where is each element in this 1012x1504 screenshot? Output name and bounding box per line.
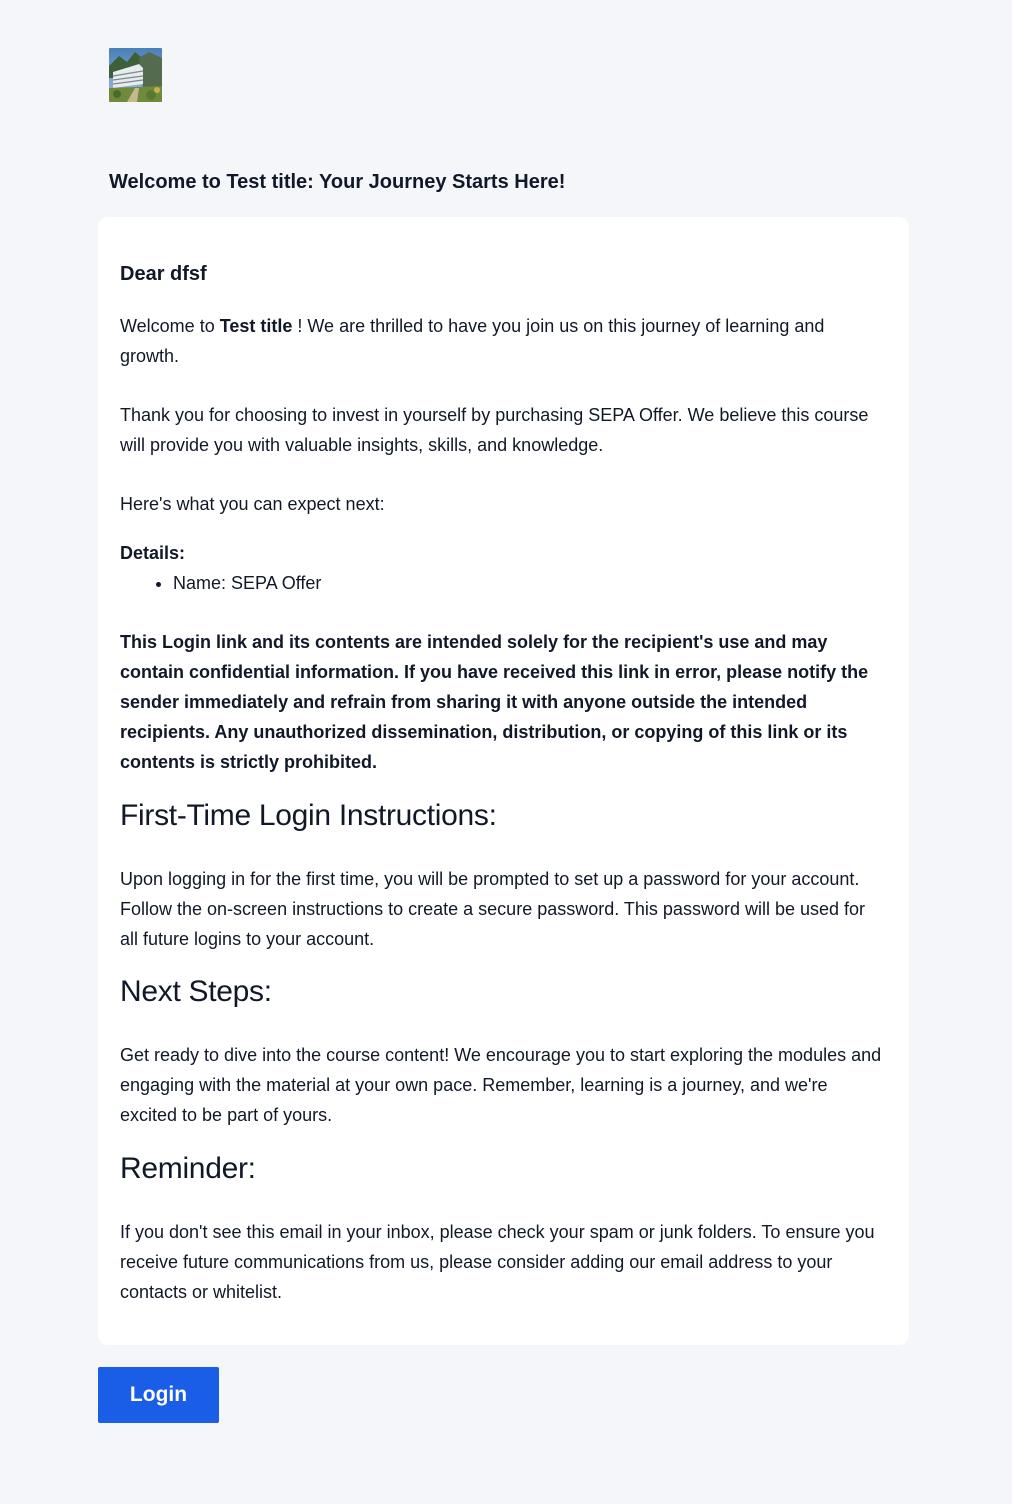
section-heading-reminder: Reminder: — [120, 1152, 256, 1185]
page-title: Welcome to Test title: Your Journey Starts Here! — [109, 171, 566, 193]
expect-next-paragraph: Here's what you can expect next: — [120, 494, 385, 514]
login-button[interactable]: Login — [98, 1367, 219, 1423]
intro-paragraph — [120, 311, 885, 371]
greeting: Dear dfsf — [120, 263, 207, 285]
section-body-login-instructions: Upon logging in for the first time, you will be prompted to set up a password for your account. Follow the on-screen instructions to create a secure password. This password will be used for all future logins to your account. — [120, 869, 866, 949]
confidentiality-disclaimer: This Login link and its contents are intended solely for the recipient's use and may contain confidential information. If you have received this link in error, please notify the sender immediately and refrain from sharing it with anyone outside the intended recipients. Any unauthorized dissemination, distribution, or copying of this link or its contents is strictly prohibited. — [120, 632, 869, 772]
logo-image — [109, 48, 162, 102]
section-heading-next-steps: Next Steps: — [120, 975, 272, 1008]
course-name: Test title — [219, 316, 293, 336]
details-label: Details: — [120, 543, 186, 563]
email-card — [98, 217, 909, 1345]
list-item: • Name: SEPA Offer — [173, 568, 321, 598]
thanks-paragraph: Thank you for choosing to invest in yourself by purchasing SEPA Offer. We believe this course will provide you with valuable insights, skills, and knowledge. — [120, 405, 869, 455]
section-body-next-steps: Get ready to dive into the course content! We encourage you to start exploring the modules and engaging with the material at your own pace. Remember, learning is a journey, and we're excited to be part of yours. — [120, 1045, 882, 1125]
intro-suffix: ! We are thrilled to have you join us on this journey of learning and growth. — [120, 316, 825, 366]
section-body-reminder: If you don't see this email in your inbox, please check your spam or junk folders. To ensure you receive future communications from us, please consider adding our email address to your contacts or whitelist. — [120, 1222, 875, 1302]
resort-building-icon — [109, 48, 162, 102]
details-list — [120, 568, 321, 598]
intro-prefix: Welcome to — [120, 316, 220, 336]
section-heading-login-instructions: First-Time Login Instructions: — [120, 799, 497, 832]
